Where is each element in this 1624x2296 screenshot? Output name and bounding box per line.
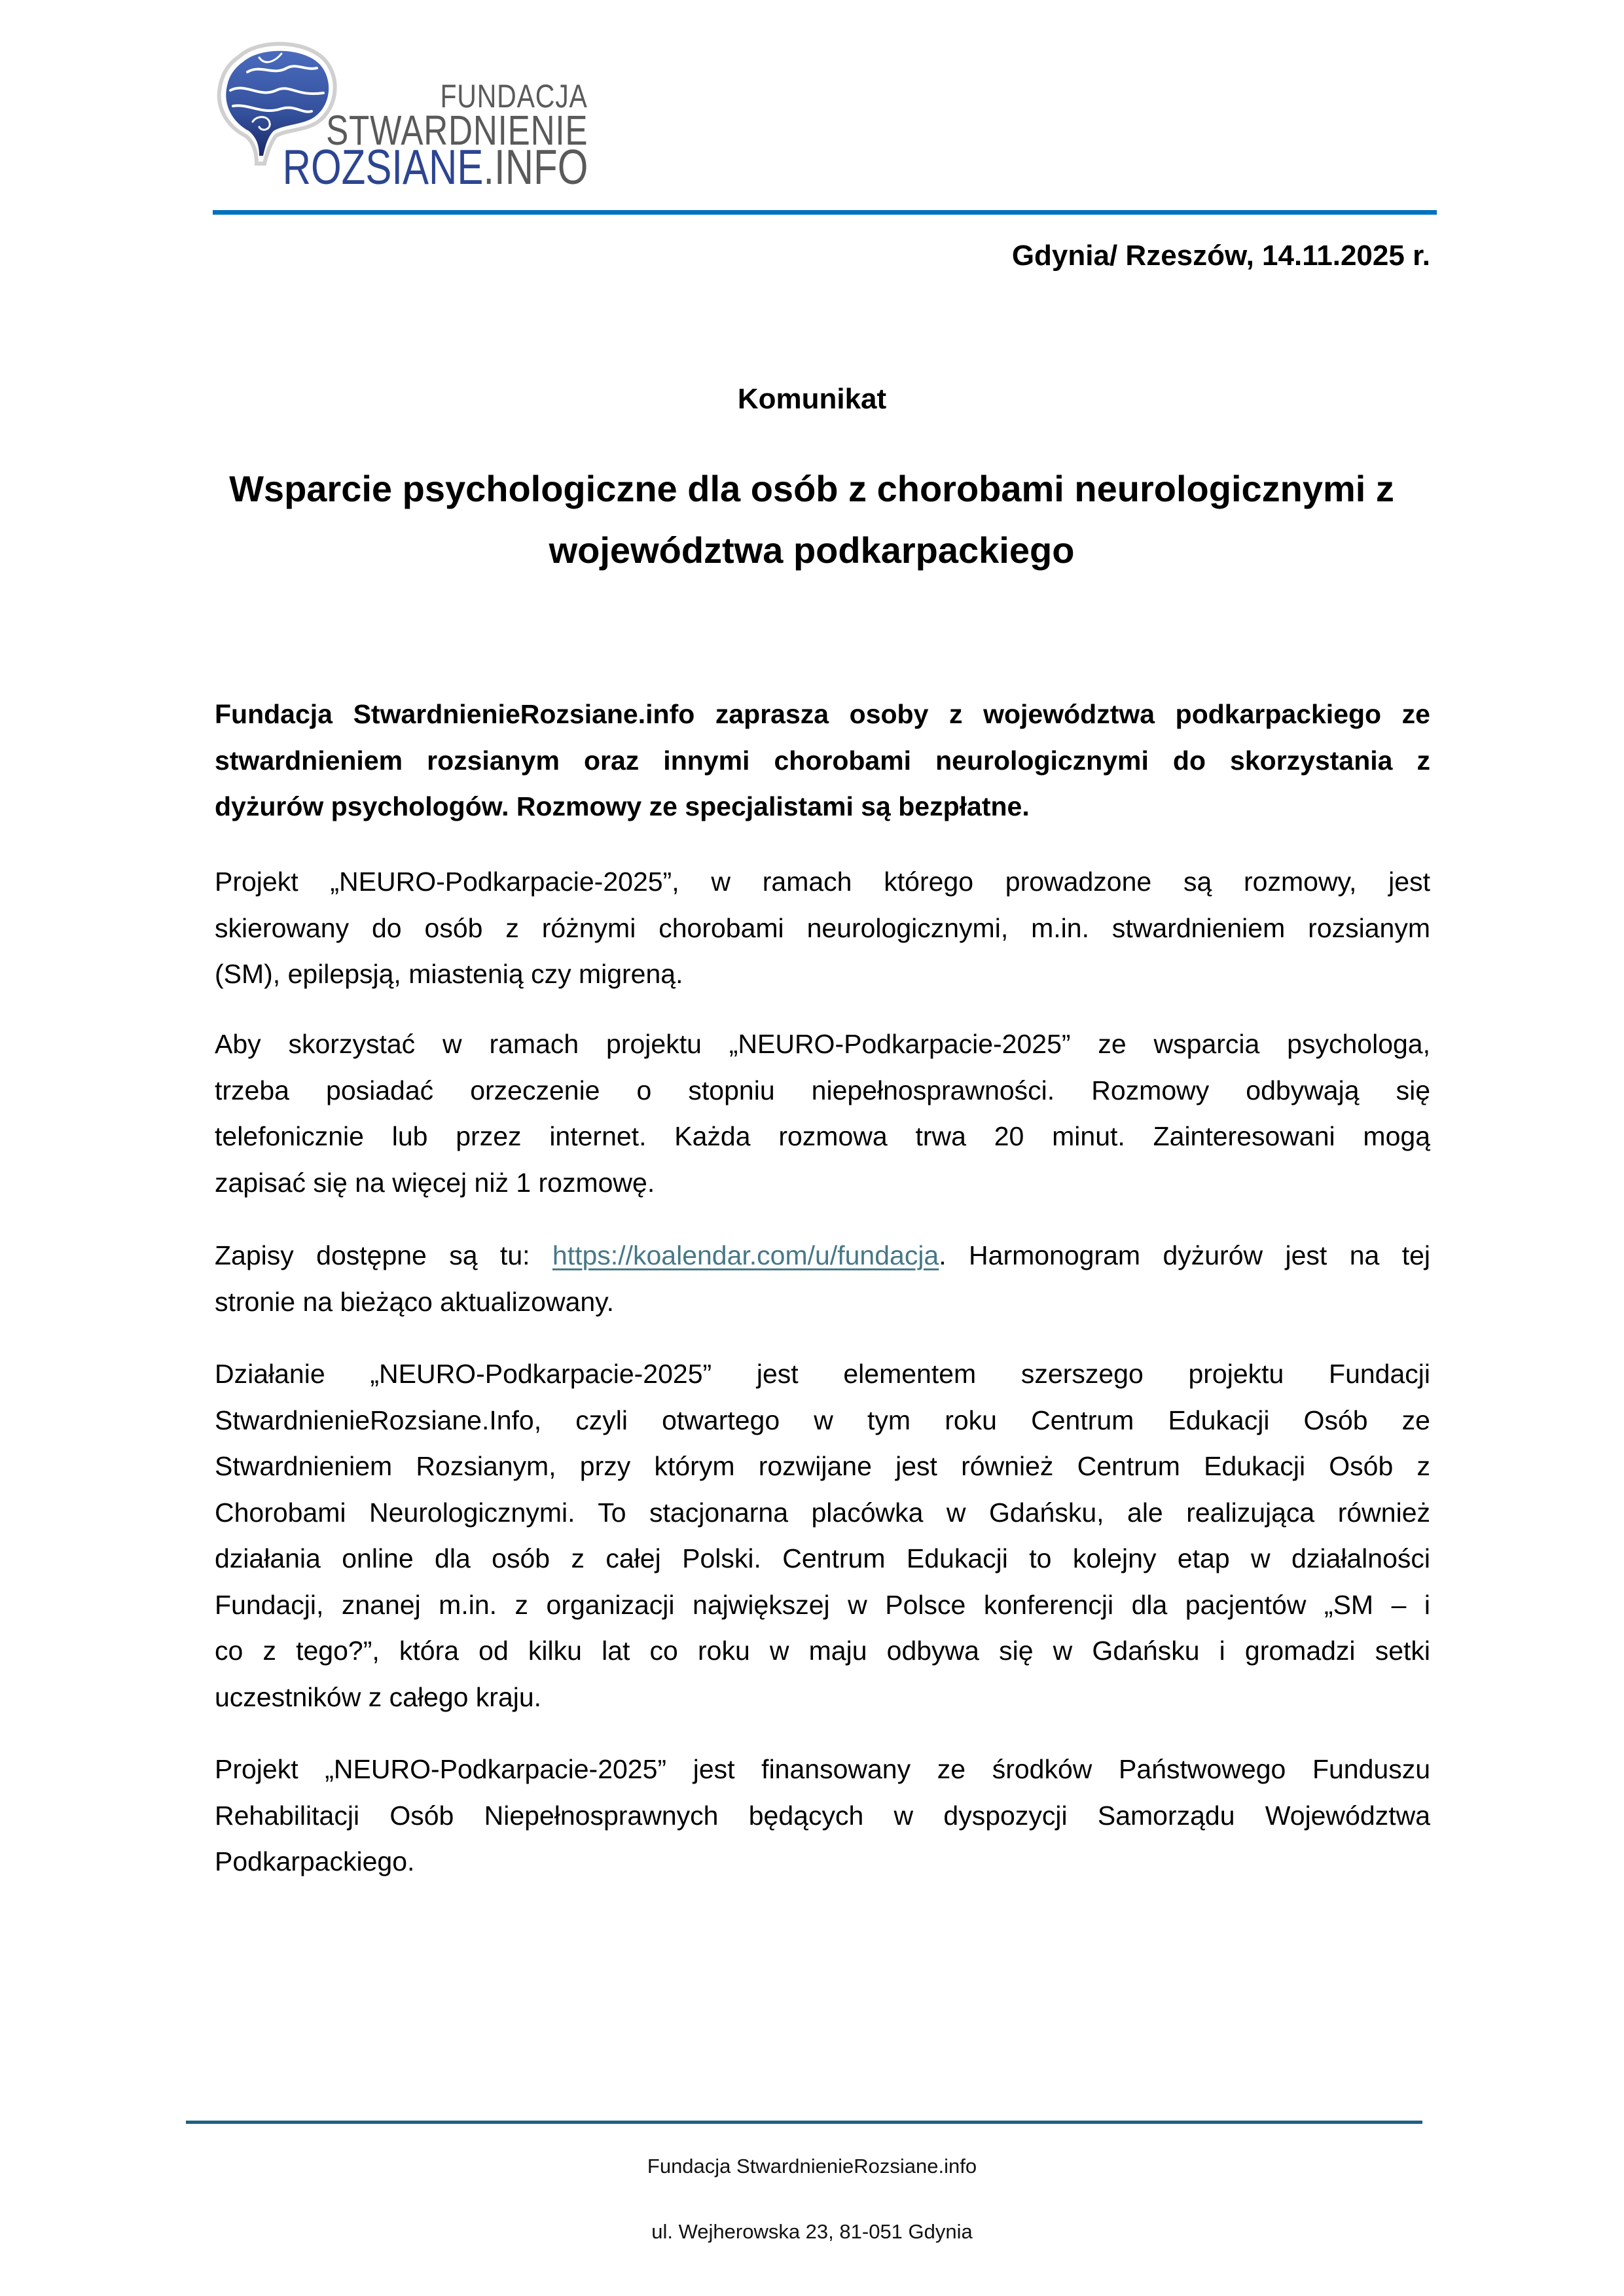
text-line: Fundacji, znanej m.in. z organizacji największej w Polsce konferencji dla pacjentów „SM – i: [215, 1589, 1430, 1620]
paragraph-registration: [215, 1232, 1430, 1325]
text-line: trzeba posiadać orzeczenie o stopniu niepełnosprawności. Rozmowy odbywają się: [215, 1075, 1430, 1105]
footer-address: ul. Wejherowska 23, 81-051 Gdynia: [651, 2220, 973, 2243]
text-line: skierowany do osób z różnymi chorobami neurologicznymi, m.in. stwardnieniem rozsianym: [215, 912, 1430, 943]
footer-organization: Fundacja StwardnienieRozsiane.info: [647, 2155, 977, 2178]
logo-line-fundacja: FUNDACJA: [440, 78, 588, 115]
text-line: telefonicznie lub przez internet. Każda rozmowa trwa 20 minut. Zainteresowani mogą: [215, 1121, 1430, 1151]
logo-rozsiane: ROZSIANE: [282, 139, 483, 194]
footer-divider: [186, 2121, 1422, 2124]
text-line: stronie na bieżąco aktualizowany.: [215, 1286, 615, 1317]
paragraph-project-scope: [215, 859, 1430, 997]
text-line: Chorobami Neurologicznymi. To stacjonarna placówka w Gdańsku, ale realizująca również: [215, 1497, 1430, 1528]
text-line: [215, 1232, 1430, 1279]
text-line: Rehabilitacji Osób Niepełnosprawnych będących w dyspozycji Samorządu Województwa: [215, 1800, 1430, 1831]
text-line: Aby skorzystać w ramach projektu „NEURO-Podkarpacie-2025” ze wsparcia psychologa,: [215, 1029, 1430, 1059]
text-line: zapisać się na więcej niż 1 rozmowę.: [215, 1167, 655, 1198]
text-fragment: Zapisy dostępne są tu:: [215, 1240, 552, 1270]
text-line: StwardnienieRozsiane.Info, czyli otwartego w tym roku Centrum Edukacji Osób ze: [215, 1405, 1430, 1435]
paragraph-education-center: [215, 1351, 1430, 1720]
paragraph-eligibility: [215, 1021, 1430, 1206]
text-line: uczestników z całego kraju.: [215, 1681, 542, 1712]
document-type: Komunikat: [737, 383, 887, 415]
title-line: Wsparcie psychologiczne dla osób z chorobami neurologicznymi z: [229, 468, 1394, 509]
foundation-logo: [213, 38, 593, 194]
text-line: Projekt „NEURO-Podkarpacie-2025”, w ramach którego prowadzone są rozmowy, jest: [215, 867, 1430, 897]
place-and-date: Gdynia/ Rzeszów, 14.11.2025 r.: [1011, 240, 1430, 272]
logo-line-stwardnienie: STWARDNIENIE: [325, 107, 588, 154]
text-fragment: . Harmonogram dyżurów jest na tej: [939, 1240, 1431, 1270]
text-line: działania online dla osób z całej Polski. Centrum Edukacji to kolejny etap w działalności: [215, 1543, 1430, 1573]
text-line: dyżurów psychologów. Rozmowy ze specjalistami są bezpłatne.: [215, 791, 1030, 821]
paragraph-funding: [215, 1746, 1430, 1885]
logo-info: .INFO: [483, 139, 588, 194]
text-line: co z tego?”, która od kilku lat co roku w maju odbywa się w Gdańsku i gromadzi setki: [215, 1636, 1430, 1666]
text-line: Fundacja StwardnienieRozsiane.info zaprasza osoby z województwa podkarpackiego ze: [215, 699, 1430, 729]
text-line: Projekt „NEURO-Podkarpacie-2025” jest finansowany ze środków Państwowego Funduszu: [215, 1754, 1430, 1784]
document-title: [196, 458, 1427, 581]
text-line: stwardnieniem rozsianym oraz innymi chorobami neurologicznymi do skorzystania z: [215, 745, 1430, 776]
header-divider: [213, 210, 1437, 215]
text-line: Stwardnieniem Rozsianym, przy którym rozwijane jest również Centrum Edukacji Osób z: [215, 1451, 1430, 1481]
lead-paragraph: [215, 691, 1430, 830]
text-line: Działanie „NEURO-Podkarpacie-2025” jest elementem szerszego projektu Fundacji: [215, 1359, 1430, 1389]
registration-link[interactable]: https://koalendar.com/u/fundacja: [552, 1240, 939, 1270]
logo-line-rozsiane-info: [282, 139, 588, 195]
text-line: Podkarpackiego.: [215, 1846, 415, 1876]
title-line: województwa podkarpackiego: [549, 529, 1075, 571]
text-line: (SM), epilepsją, miastenią czy migreną.: [215, 959, 683, 989]
